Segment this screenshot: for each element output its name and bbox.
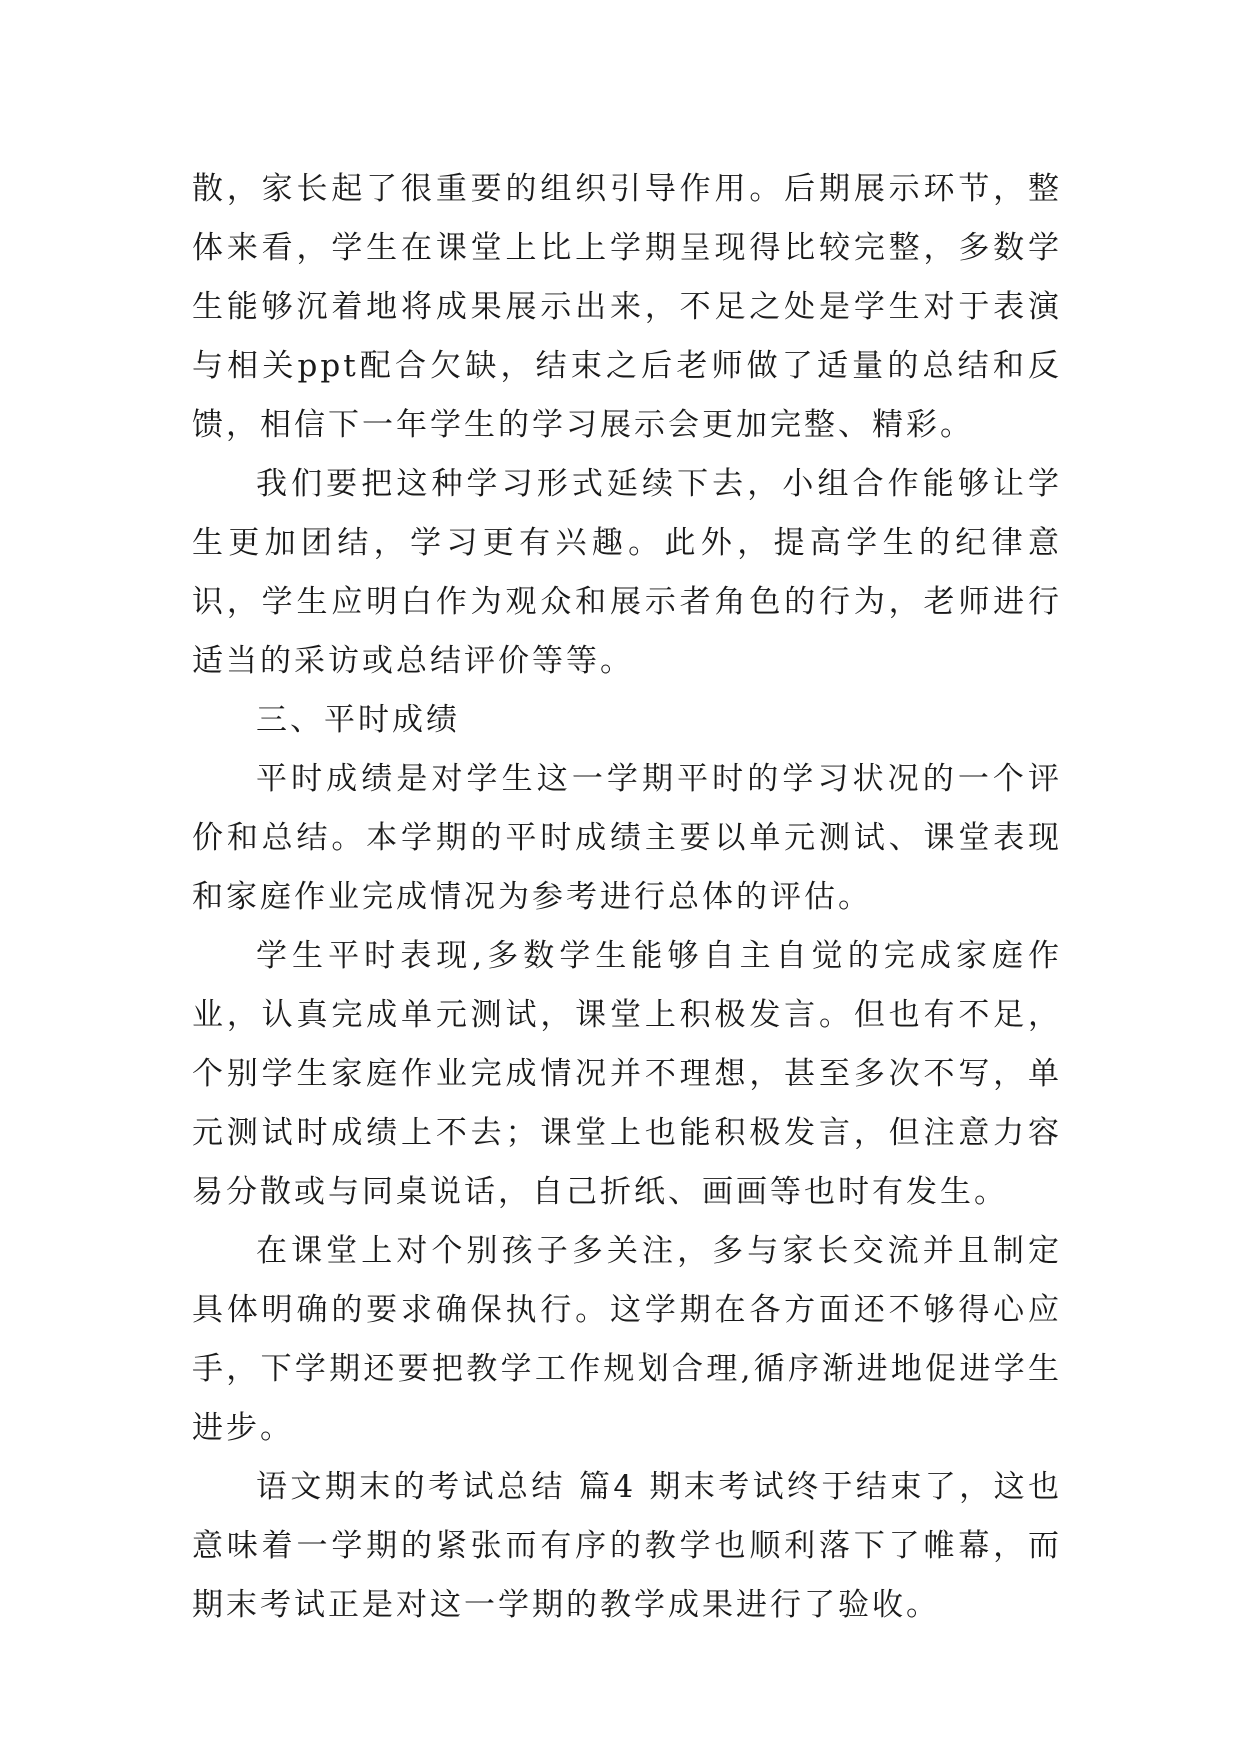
paragraph-continuation: 散，家长起了很重要的组织引导作用。后期展示环节，整体来看，学生在课堂上比上学期呈现得比较完整，多数学生能够沉着地将成果展示出来，不足之处是学生对于表演与相关ppt配合欠缺，结束之后老师做了适量的总结和反馈，相信下一年学生的学习展示会更加完整、精彩。 — [192, 171, 1062, 443]
paragraph-learning-format: 我们要把这种学习形式延续下去，小组合作能够让学生更加团结，学习更有兴趣。此外，提高学生的纪律意识，学生应明白作为观众和展示者角色的行为，老师进行适当的采访或总结评价等等。 — [192, 466, 1062, 679]
section-heading-regular-grades: 三、平时成绩 — [256, 702, 460, 738]
paragraph-improvement-plan: 在课堂上对个别孩子多关注，多与家长交流并且制定具体明确的要求确保执行。这学期在各方面还不够得心应手，下学期还要把教学工作规划合理,循序渐进地促进学生进步。 — [192, 1233, 1062, 1446]
paragraph-exam-summary-4: 语文期末的考试总结 篇4 期末考试终于结束了，这也意味着一学期的紧张而有序的教学也顺利落下了帷幕，而期末考试正是对这一学期的教学成果进行了验收。 — [192, 1469, 1062, 1623]
document-body — [192, 160, 1062, 1635]
paragraph-student-performance: 学生平时表现,多数学生能够自主自觉的完成家庭作业，认真完成单元测试，课堂上积极发言。但也有不足，个别学生家庭作业完成情况并不理想，甚至多次不写，单元测试时成绩上不去；课堂上也能积极发言，但注意力容易分散或与同桌说话，自己折纸、画画等也时有发生。 — [192, 938, 1062, 1210]
paragraph-regular-grades-intro: 平时成绩是对学生这一学期平时的学习状况的一个评价和总结。本学期的平时成绩主要以单元测试、课堂表现和家庭作业完成情况为参考进行总体的评估。 — [192, 761, 1062, 915]
